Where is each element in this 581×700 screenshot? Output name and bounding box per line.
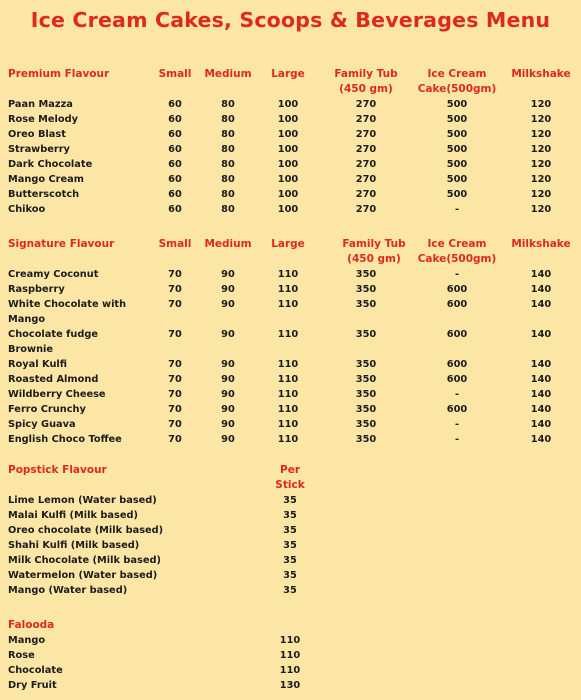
price-family-tub: 350 — [355, 299, 377, 310]
signature-section — [0, 236, 581, 447]
item-name: Milk Chocolate (Milk based) — [8, 555, 161, 566]
menu-row — [0, 678, 581, 693]
item-name: Raspberry — [8, 284, 65, 295]
price-milkshake: 120 — [530, 129, 552, 140]
price-family-tub: 350 — [355, 404, 377, 415]
item-name: Watermelon (Water based) — [8, 570, 158, 581]
price-medium: 90 — [221, 434, 235, 445]
price-milkshake: 140 — [530, 434, 552, 445]
price-ice-cream-cake: 500 — [446, 129, 468, 140]
price-falooda: 110 — [279, 650, 301, 661]
price-ice-cream-cake: 500 — [446, 159, 468, 170]
price-milkshake: 140 — [530, 269, 552, 280]
signature-header — [0, 236, 581, 266]
price-ice-cream-cake: 600 — [446, 374, 468, 385]
item-name: Shahi Kulfi (Milk based) — [8, 540, 140, 551]
menu-row — [0, 97, 581, 112]
premium-section — [0, 66, 581, 217]
price-small: 70 — [168, 434, 182, 445]
item-name: Rose — [8, 650, 35, 661]
price-ice-cream-cake: - — [454, 204, 460, 215]
price-large: 100 — [277, 189, 299, 200]
item-name: Mango (Water based) — [8, 585, 128, 596]
menu-row — [0, 172, 581, 187]
price-ice-cream-cake: 500 — [446, 174, 468, 185]
price-large: 110 — [277, 284, 299, 295]
price-medium: 90 — [221, 284, 235, 295]
price-large: 110 — [277, 269, 299, 280]
menu-row — [0, 297, 581, 312]
price-family-tub: 270 — [355, 144, 377, 155]
menu-row — [0, 633, 581, 648]
price-family-tub: 350 — [355, 389, 377, 400]
menu-row — [0, 523, 581, 538]
price-large: 110 — [277, 419, 299, 430]
price-per-stick: 35 — [283, 555, 297, 566]
price-family-tub: 270 — [355, 204, 377, 215]
premium-heading: Premium Flavour — [8, 68, 110, 80]
price-milkshake: 120 — [530, 174, 552, 185]
price-medium: 90 — [221, 374, 235, 385]
price-small: 60 — [168, 114, 182, 125]
col-small: Small — [158, 238, 192, 250]
item-name: English Choco Toffee — [8, 434, 122, 445]
item-name: Lime Lemon (Water based) — [8, 495, 157, 506]
col-per: Per — [280, 464, 300, 476]
col-family-tub: Family Tub — [334, 68, 398, 80]
price-small: 60 — [168, 99, 182, 110]
item-name: Strawberry — [8, 144, 70, 155]
price-ice-cream-cake: - — [454, 269, 460, 280]
price-small: 70 — [168, 374, 182, 385]
price-milkshake: 120 — [530, 159, 552, 170]
price-ice-cream-cake: - — [454, 419, 460, 430]
price-small: 70 — [168, 404, 182, 415]
menu-row — [0, 357, 581, 372]
item-name: Spicy Guava — [8, 419, 76, 430]
item-name: Roasted Almond — [8, 374, 99, 385]
popstick-heading: Popstick Flavour — [8, 464, 107, 476]
signature-heading: Signature Flavour — [8, 238, 115, 250]
price-large: 110 — [277, 434, 299, 445]
item-name: Dark Chocolate — [8, 159, 93, 170]
price-medium: 80 — [221, 129, 235, 140]
price-ice-cream-cake: 600 — [446, 404, 468, 415]
menu-row — [0, 327, 581, 342]
price-medium: 80 — [221, 99, 235, 110]
item-name: Mango Cream — [8, 174, 84, 185]
menu-row — [0, 493, 581, 508]
price-medium: 80 — [221, 159, 235, 170]
price-milkshake: 120 — [530, 114, 552, 125]
price-milkshake: 140 — [530, 419, 552, 430]
col-milkshake: Milkshake — [511, 238, 571, 250]
price-large: 100 — [277, 144, 299, 155]
item-name: Dry Fruit — [8, 680, 57, 691]
price-ice-cream-cake: - — [454, 434, 460, 445]
price-large: 100 — [277, 159, 299, 170]
price-ice-cream-cake: 600 — [446, 329, 468, 340]
price-small: 60 — [168, 144, 182, 155]
price-per-stick: 35 — [283, 510, 297, 521]
price-family-tub: 350 — [355, 269, 377, 280]
price-small: 60 — [168, 189, 182, 200]
premium-header — [0, 66, 581, 96]
price-small: 70 — [168, 284, 182, 295]
popstick-header — [0, 462, 581, 492]
price-medium: 90 — [221, 419, 235, 430]
col-ice-cream-cake-weight: Cake(500gm) — [417, 253, 497, 265]
price-milkshake: 120 — [530, 204, 552, 215]
price-family-tub: 270 — [355, 129, 377, 140]
price-medium: 80 — [221, 144, 235, 155]
price-milkshake: 140 — [530, 404, 552, 415]
col-large: Large — [271, 238, 305, 250]
item-name: Chikoo — [8, 204, 46, 215]
item-name: Rose Melody — [8, 114, 79, 125]
price-per-stick: 35 — [283, 525, 297, 536]
item-name: Creamy Coconut — [8, 269, 99, 280]
price-family-tub: 270 — [355, 189, 377, 200]
price-per-stick: 35 — [283, 570, 297, 581]
price-milkshake: 140 — [530, 374, 552, 385]
menu-row — [0, 127, 581, 142]
price-large: 110 — [277, 329, 299, 340]
col-ice-cream-cake-weight: Cake(500gm) — [417, 83, 497, 95]
price-falooda: 110 — [279, 665, 301, 676]
menu-row — [0, 648, 581, 663]
price-small: 60 — [168, 129, 182, 140]
falooda-heading: Falooda — [8, 619, 55, 631]
col-family-tub-weight: (450 gm) — [339, 83, 393, 95]
menu-row — [0, 553, 581, 568]
item-name: Mango — [8, 635, 46, 646]
item-name: White Chocolate with — [8, 299, 127, 310]
price-ice-cream-cake: 600 — [446, 359, 468, 370]
price-milkshake: 140 — [530, 299, 552, 310]
price-medium: 80 — [221, 204, 235, 215]
col-milkshake: Milkshake — [511, 68, 571, 80]
price-medium: 80 — [221, 114, 235, 125]
price-family-tub: 350 — [355, 359, 377, 370]
menu-row — [0, 142, 581, 157]
price-medium: 90 — [221, 329, 235, 340]
price-small: 70 — [168, 359, 182, 370]
price-small: 70 — [168, 269, 182, 280]
item-name: Chocolate — [8, 665, 63, 676]
menu-row — [0, 282, 581, 297]
menu-row — [0, 583, 581, 598]
col-large: Large — [271, 68, 305, 80]
menu-row — [0, 157, 581, 172]
popstick-section — [0, 462, 581, 598]
price-milkshake: 120 — [530, 99, 552, 110]
price-falooda: 110 — [279, 635, 301, 646]
col-family-tub-weight: (450 gm) — [347, 253, 401, 265]
falooda-header — [0, 617, 581, 632]
item-name: Chocolate fudge — [8, 329, 99, 340]
price-milkshake: 140 — [530, 389, 552, 400]
price-medium: 90 — [221, 269, 235, 280]
price-medium: 90 — [221, 299, 235, 310]
menu-row — [0, 402, 581, 417]
price-large: 110 — [277, 389, 299, 400]
price-falooda: 130 — [279, 680, 301, 691]
price-ice-cream-cake: 500 — [446, 144, 468, 155]
col-medium: Medium — [204, 238, 252, 250]
col-stick: Stick — [275, 479, 305, 491]
menu-row — [0, 538, 581, 553]
menu-row — [0, 432, 581, 447]
item-name: Oreo chocolate (Milk based) — [8, 525, 164, 536]
col-ice-cream-cake: Ice Cream — [427, 238, 487, 250]
price-small: 60 — [168, 204, 182, 215]
price-family-tub: 270 — [355, 99, 377, 110]
price-per-stick: 35 — [283, 540, 297, 551]
price-ice-cream-cake: 600 — [446, 284, 468, 295]
menu-row — [0, 267, 581, 282]
price-ice-cream-cake: 500 — [446, 189, 468, 200]
price-medium: 80 — [221, 174, 235, 185]
item-name: Malai Kulfi (Milk based) — [8, 510, 138, 521]
item-name: Butterscotch — [8, 189, 80, 200]
menu-row — [0, 387, 581, 402]
menu-row — [0, 508, 581, 523]
menu-row — [0, 202, 581, 217]
price-medium: 90 — [221, 389, 235, 400]
price-ice-cream-cake: 500 — [446, 99, 468, 110]
price-small: 70 — [168, 389, 182, 400]
price-family-tub: 350 — [355, 284, 377, 295]
price-family-tub: 270 — [355, 174, 377, 185]
price-ice-cream-cake: 500 — [446, 114, 468, 125]
price-family-tub: 350 — [355, 374, 377, 385]
price-large: 100 — [277, 204, 299, 215]
price-per-stick: 35 — [283, 585, 297, 596]
price-large: 100 — [277, 114, 299, 125]
price-small: 60 — [168, 174, 182, 185]
price-milkshake: 140 — [530, 359, 552, 370]
col-medium: Medium — [204, 68, 252, 80]
col-small: Small — [158, 68, 192, 80]
price-milkshake: 120 — [530, 189, 552, 200]
price-small: 70 — [168, 299, 182, 310]
item-name: Mango — [8, 314, 46, 325]
price-family-tub: 350 — [355, 434, 377, 445]
price-family-tub: 270 — [355, 114, 377, 125]
menu-row — [0, 372, 581, 387]
price-medium: 90 — [221, 404, 235, 415]
price-large: 100 — [277, 174, 299, 185]
price-family-tub: 350 — [355, 329, 377, 340]
falooda-section — [0, 617, 581, 693]
price-small: 70 — [168, 419, 182, 430]
item-name: Oreo Blast — [8, 129, 66, 140]
col-ice-cream-cake: Ice Cream — [427, 68, 487, 80]
item-name: Ferro Crunchy — [8, 404, 86, 415]
menu-row — [0, 342, 581, 357]
price-per-stick: 35 — [283, 495, 297, 506]
price-small: 60 — [168, 159, 182, 170]
price-small: 70 — [168, 329, 182, 340]
price-ice-cream-cake: - — [454, 389, 460, 400]
price-medium: 80 — [221, 189, 235, 200]
price-large: 110 — [277, 299, 299, 310]
item-name: Brownie — [8, 344, 54, 355]
price-family-tub: 270 — [355, 159, 377, 170]
item-name: Royal Kulfi — [8, 359, 68, 370]
price-ice-cream-cake: 600 — [446, 299, 468, 310]
menu-row — [0, 112, 581, 127]
col-family-tub: Family Tub — [342, 238, 406, 250]
price-medium: 90 — [221, 359, 235, 370]
price-family-tub: 350 — [355, 419, 377, 430]
price-large: 100 — [277, 99, 299, 110]
price-milkshake: 120 — [530, 144, 552, 155]
menu-title: Ice Cream Cakes, Scoops & Beverages Menu — [30, 8, 551, 32]
menu-row — [0, 568, 581, 583]
menu-row — [0, 663, 581, 678]
price-large: 100 — [277, 129, 299, 140]
price-milkshake: 140 — [530, 329, 552, 340]
item-name: Wildberry Cheese — [8, 389, 106, 400]
price-large: 110 — [277, 404, 299, 415]
price-milkshake: 140 — [530, 284, 552, 295]
menu-row — [0, 187, 581, 202]
price-large: 110 — [277, 374, 299, 385]
menu-row — [0, 312, 581, 327]
price-large: 110 — [277, 359, 299, 370]
item-name: Paan Mazza — [8, 99, 73, 110]
menu-row — [0, 417, 581, 432]
